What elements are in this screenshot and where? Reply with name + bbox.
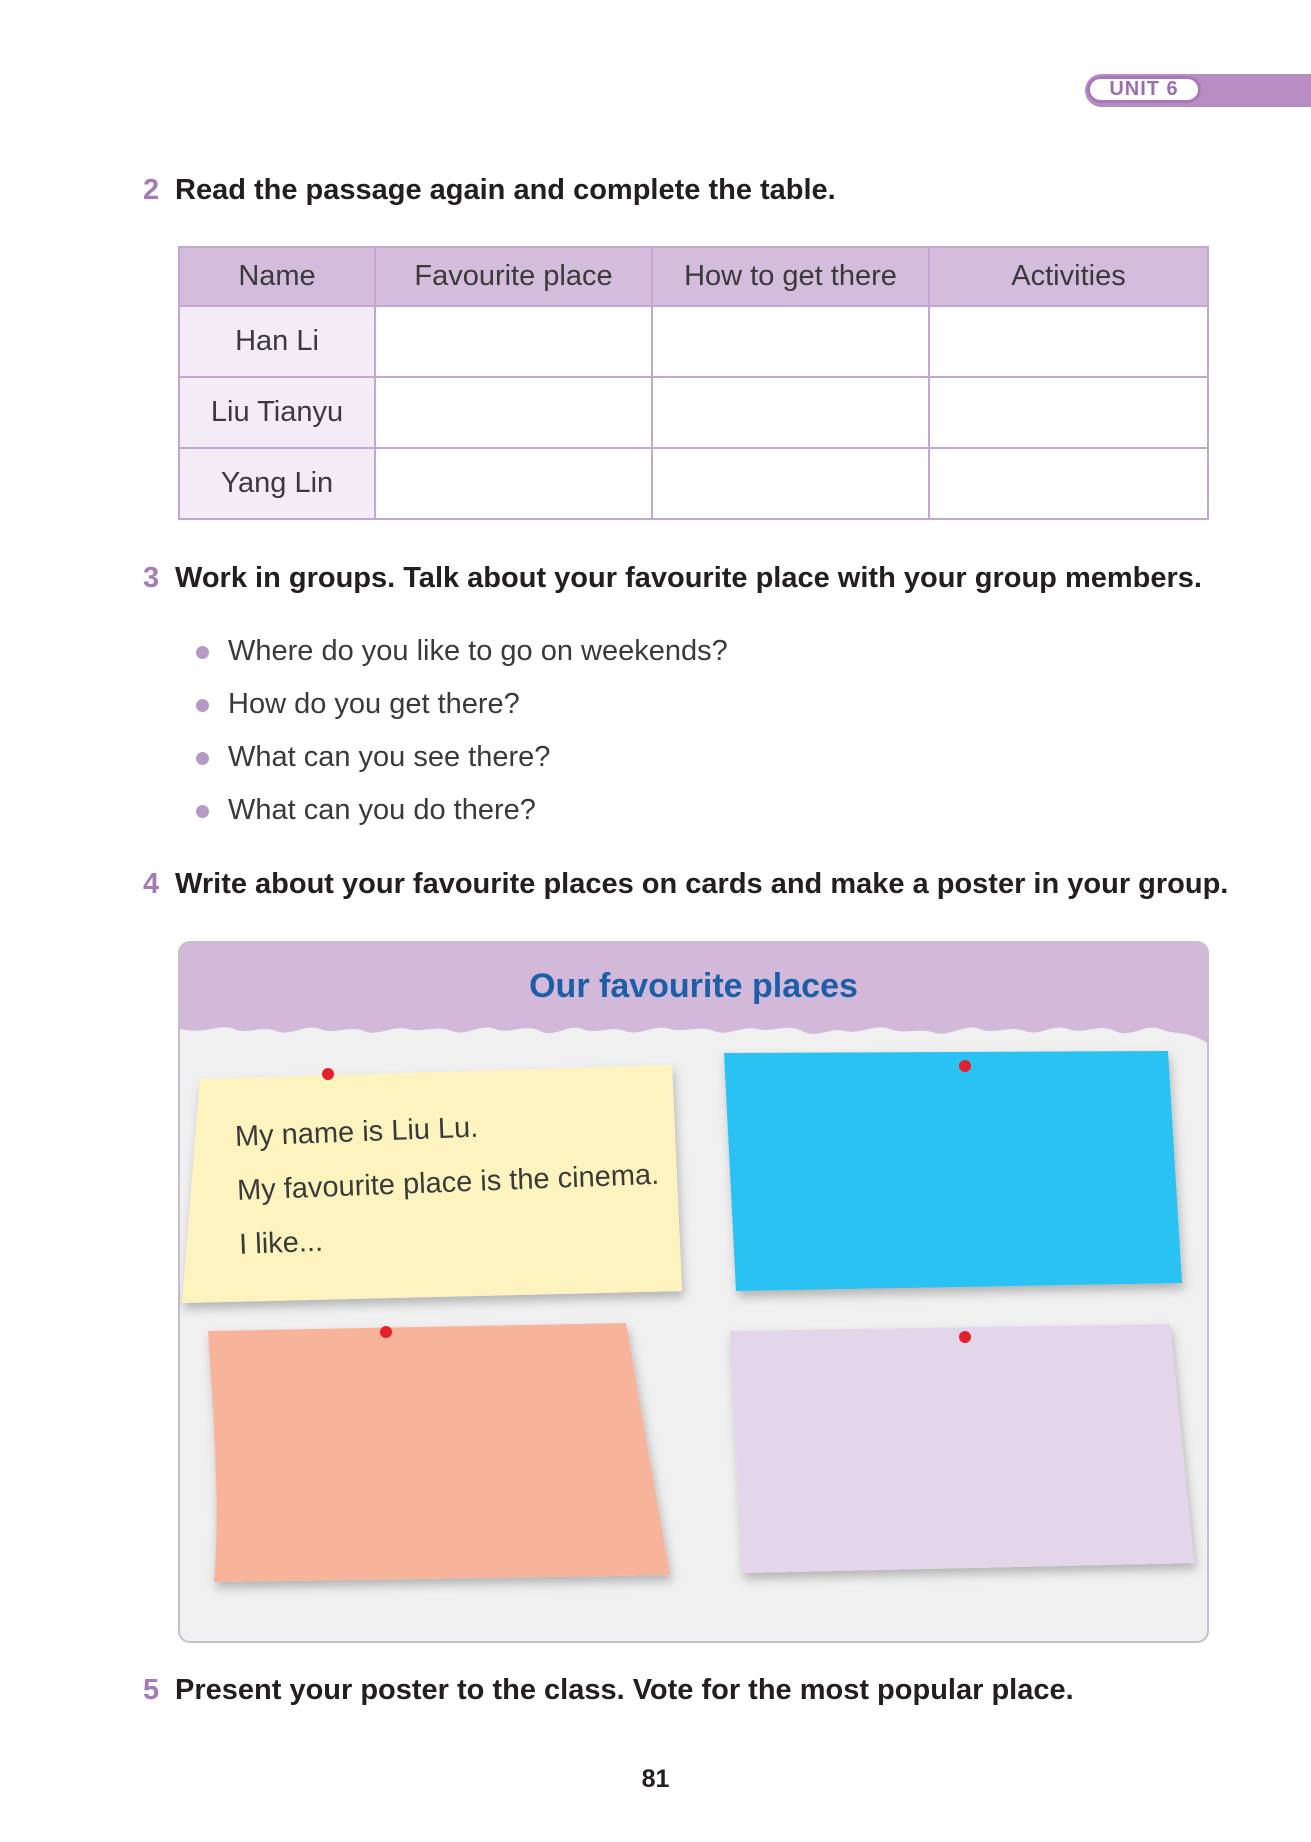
- answer-cell[interactable]: [652, 306, 929, 377]
- card-line: My favourite place is the cinema.: [236, 1158, 660, 1207]
- answer-table: [178, 246, 1209, 520]
- table-row: [179, 377, 1208, 448]
- question-2: [143, 174, 836, 207]
- prompt-text: What can you see there?: [228, 741, 551, 773]
- prompt-text: Where do you like to go on weekends?: [228, 635, 728, 667]
- bullet-icon: [196, 699, 209, 712]
- question-text: Work in groups. Talk about your favourite place with your group members.: [175, 562, 1202, 594]
- answer-cell[interactable]: [375, 377, 652, 448]
- question-text: Write about your favourite places on cards and make a poster in your group.: [175, 868, 1229, 900]
- table-header-row: [179, 247, 1208, 306]
- question-number: 4: [143, 868, 160, 900]
- table-row: [179, 306, 1208, 377]
- list-item: [194, 784, 728, 837]
- answer-cell[interactable]: [929, 306, 1208, 377]
- header-name: Name: [179, 247, 375, 306]
- answer-cell[interactable]: [652, 377, 929, 448]
- question-number: 3: [143, 562, 160, 594]
- bullet-icon: [196, 805, 209, 818]
- question-3: [143, 562, 1202, 595]
- prompt-text: How do you get there?: [228, 688, 520, 720]
- answer-cell[interactable]: [652, 448, 929, 519]
- unit-label: UNIT 6: [1087, 76, 1201, 103]
- blank-card-salmon[interactable]: [208, 1323, 670, 1582]
- table-row: [179, 448, 1208, 519]
- pin-icon: [959, 1060, 971, 1072]
- question-text: Read the passage again and complete the table.: [175, 174, 836, 206]
- bullet-icon: [196, 752, 209, 765]
- pin-icon: [322, 1068, 334, 1080]
- header-favourite-place: Favourite place: [375, 247, 652, 306]
- answer-cell[interactable]: [375, 306, 652, 377]
- card-line: I like...: [238, 1225, 324, 1261]
- question-text: Present your poster to the class. Vote for the most popular place.: [175, 1674, 1074, 1706]
- pin-icon: [959, 1331, 971, 1343]
- answer-cell[interactable]: [929, 448, 1208, 519]
- prompt-text: What can you do there?: [228, 794, 536, 826]
- header-how-to-get-there: How to get there: [652, 247, 929, 306]
- discussion-prompts: [194, 625, 728, 837]
- question-5: [143, 1674, 1074, 1707]
- pin-icon: [380, 1326, 392, 1338]
- header-activities: Activities: [929, 247, 1208, 306]
- question-4: [143, 868, 1228, 901]
- card-line: My name is Liu Lu.: [234, 1111, 479, 1153]
- question-number: 2: [143, 174, 160, 206]
- row-name: Han Li: [179, 306, 375, 377]
- page-number: 81: [641, 1765, 670, 1793]
- example-card-text: [234, 1094, 662, 1272]
- answer-cell[interactable]: [929, 377, 1208, 448]
- list-item: [194, 625, 728, 678]
- row-name: Yang Lin: [179, 448, 375, 519]
- list-item: [194, 678, 728, 731]
- poster-title: Our favourite places: [529, 967, 858, 1005]
- answer-cell[interactable]: [375, 448, 652, 519]
- blank-card-blue[interactable]: [724, 1051, 1182, 1291]
- bullet-icon: [196, 646, 209, 659]
- list-item: [194, 731, 728, 784]
- row-name: Liu Tianyu: [179, 377, 375, 448]
- question-number: 5: [143, 1674, 160, 1706]
- blank-card-lilac[interactable]: [730, 1324, 1194, 1573]
